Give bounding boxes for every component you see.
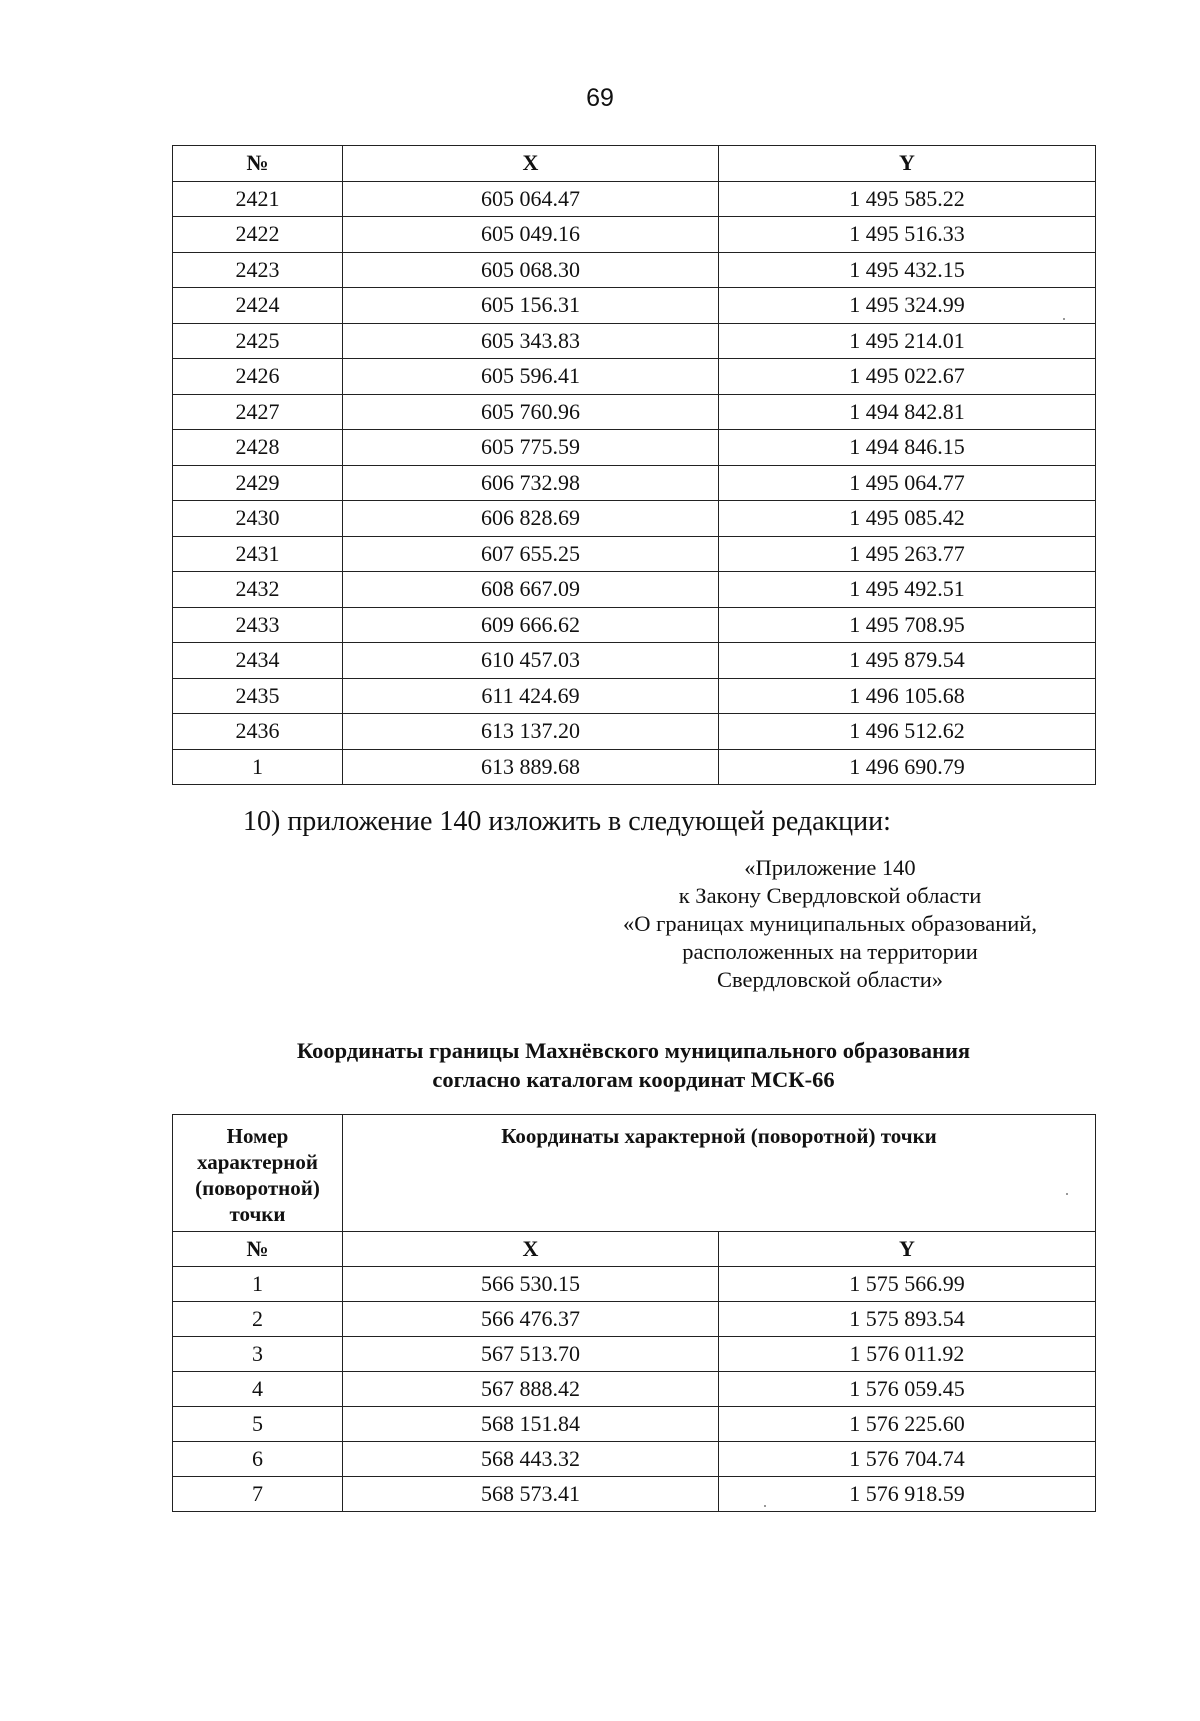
cell-x: 605 068.30 [343, 252, 719, 288]
appendix-line: к Закону Свердловской области [678, 883, 982, 908]
table-row [173, 181, 1096, 217]
section-heading [172, 1036, 1095, 1094]
table-row [173, 394, 1096, 430]
table-header-row [173, 1115, 1096, 1232]
cell-y: 1 496 105.68 [719, 678, 1096, 714]
appendix-line: расположенных на территории [682, 939, 978, 964]
cell-y: 1 495 324.99 [719, 288, 1096, 324]
cell-y: 1 495 432.15 [719, 252, 1096, 288]
cell-x: 605 775.59 [343, 430, 719, 466]
cell-x: 567 513.70 [343, 1337, 719, 1372]
cell-y: 1 496 512.62 [719, 714, 1096, 750]
cell-number: 2431 [173, 536, 343, 572]
table-row [173, 749, 1096, 785]
appendix-line: Свердловской области» [716, 967, 943, 992]
table-row [173, 323, 1096, 359]
header-point-number [173, 1115, 343, 1232]
table-row [173, 572, 1096, 608]
cell-y: 1 495 708.95 [719, 607, 1096, 643]
cell-number: 1 [173, 1267, 343, 1302]
table-row [173, 1372, 1096, 1407]
table-header-row [173, 146, 1096, 182]
page-number: 69 [586, 84, 614, 112]
cell-y: 1 495 214.01 [719, 323, 1096, 359]
appendix-line: «Приложение 140 [744, 855, 916, 880]
cell-number: 5 [173, 1407, 343, 1442]
cell-y: 1 495 879.54 [719, 643, 1096, 679]
table-row [173, 536, 1096, 572]
header-number: № [173, 1232, 343, 1267]
cell-y: 1 576 011.92 [719, 1337, 1096, 1372]
amendment-instruction: 10) приложение 140 изложить в следующей редакции: [243, 806, 891, 837]
cell-x: 605 156.31 [343, 288, 719, 324]
header-number: № [173, 146, 343, 182]
table-row [173, 678, 1096, 714]
cell-number: 2425 [173, 323, 343, 359]
cell-number: 2433 [173, 607, 343, 643]
coordinates-table-makhnevo [172, 1114, 1096, 1512]
cell-number: 2430 [173, 501, 343, 537]
table-row [173, 501, 1096, 537]
cell-x: 568 443.32 [343, 1442, 719, 1477]
appendix-line: «О границах муниципальных образований, [623, 911, 1037, 936]
header-line: характерной [196, 1150, 319, 1174]
scan-speck [764, 1505, 766, 1507]
cell-number: 2421 [173, 181, 343, 217]
table-row [173, 430, 1096, 466]
cell-y: 1 495 492.51 [719, 572, 1096, 608]
header-x: X [343, 1232, 719, 1267]
heading-line: Координаты границы Махнёвского муниципального образования [296, 1038, 971, 1063]
table-row [173, 1267, 1096, 1302]
coordinates-table-continued [172, 145, 1096, 785]
cell-y: 1 494 846.15 [719, 430, 1096, 466]
header-y: Y [719, 1232, 1096, 1267]
header-line: (поворотной) [195, 1176, 320, 1200]
cell-x: 605 343.83 [343, 323, 719, 359]
scan-speck [1066, 1193, 1068, 1195]
cell-x: 605 064.47 [343, 181, 719, 217]
cell-x: 605 760.96 [343, 394, 719, 430]
cell-x: 608 667.09 [343, 572, 719, 608]
cell-x: 613 889.68 [343, 749, 719, 785]
cell-y: 1 576 059.45 [719, 1372, 1096, 1407]
cell-y: 1 495 516.33 [719, 217, 1096, 253]
cell-x: 605 049.16 [343, 217, 719, 253]
scan-speck [1063, 318, 1065, 320]
cell-number: 3 [173, 1337, 343, 1372]
cell-number: 2426 [173, 359, 343, 395]
cell-number: 7 [173, 1477, 343, 1512]
header-line: точки [229, 1202, 286, 1226]
cell-number: 1 [173, 749, 343, 785]
cell-x: 567 888.42 [343, 1372, 719, 1407]
cell-x: 610 457.03 [343, 643, 719, 679]
cell-x: 609 666.62 [343, 607, 719, 643]
cell-x: 606 828.69 [343, 501, 719, 537]
cell-y: 1 496 690.79 [719, 749, 1096, 785]
cell-x: 568 151.84 [343, 1407, 719, 1442]
cell-number: 2432 [173, 572, 343, 608]
cell-x: 566 476.37 [343, 1302, 719, 1337]
header-line: Номер [226, 1124, 289, 1148]
table-row [173, 288, 1096, 324]
cell-x: 607 655.25 [343, 536, 719, 572]
cell-y: 1 494 842.81 [719, 394, 1096, 430]
cell-y: 1 576 225.60 [719, 1407, 1096, 1442]
heading-line: согласно каталогам координат МСК-66 [432, 1067, 835, 1092]
cell-y: 1 575 566.99 [719, 1267, 1096, 1302]
table-subheader-row [173, 1232, 1096, 1267]
table-row [173, 252, 1096, 288]
cell-number: 2427 [173, 394, 343, 430]
table-row [173, 1407, 1096, 1442]
cell-number: 2423 [173, 252, 343, 288]
table-row [173, 714, 1096, 750]
cell-number: 2424 [173, 288, 343, 324]
table-row [173, 1442, 1096, 1477]
table-row [173, 1302, 1096, 1337]
appendix-caption [560, 854, 1100, 994]
table-row [173, 359, 1096, 395]
header-y: Y [719, 146, 1096, 182]
table-row [173, 607, 1096, 643]
table-row [173, 1337, 1096, 1372]
cell-number: 4 [173, 1372, 343, 1407]
cell-y: 1 576 704.74 [719, 1442, 1096, 1477]
cell-number: 2428 [173, 430, 343, 466]
cell-x: 611 424.69 [343, 678, 719, 714]
cell-number: 2 [173, 1302, 343, 1337]
table-row [173, 465, 1096, 501]
cell-y: 1 495 263.77 [719, 536, 1096, 572]
cell-number: 2435 [173, 678, 343, 714]
cell-y: 1 575 893.54 [719, 1302, 1096, 1337]
cell-number: 2429 [173, 465, 343, 501]
table-row [173, 643, 1096, 679]
cell-number: 2436 [173, 714, 343, 750]
cell-x: 568 573.41 [343, 1477, 719, 1512]
table-row [173, 217, 1096, 253]
header-coordinates: Координаты характерной (поворотной) точки [343, 1115, 1096, 1232]
cell-y: 1 495 085.42 [719, 501, 1096, 537]
cell-y: 1 495 585.22 [719, 181, 1096, 217]
table-row [173, 1477, 1096, 1512]
cell-x: 613 137.20 [343, 714, 719, 750]
cell-x: 606 732.98 [343, 465, 719, 501]
cell-number: 2422 [173, 217, 343, 253]
cell-number: 2434 [173, 643, 343, 679]
cell-y: 1 495 064.77 [719, 465, 1096, 501]
header-x: X [343, 146, 719, 182]
cell-x: 566 530.15 [343, 1267, 719, 1302]
cell-x: 605 596.41 [343, 359, 719, 395]
cell-y: 1 495 022.67 [719, 359, 1096, 395]
cell-y: 1 576 918.59 [719, 1477, 1096, 1512]
cell-number: 6 [173, 1442, 343, 1477]
